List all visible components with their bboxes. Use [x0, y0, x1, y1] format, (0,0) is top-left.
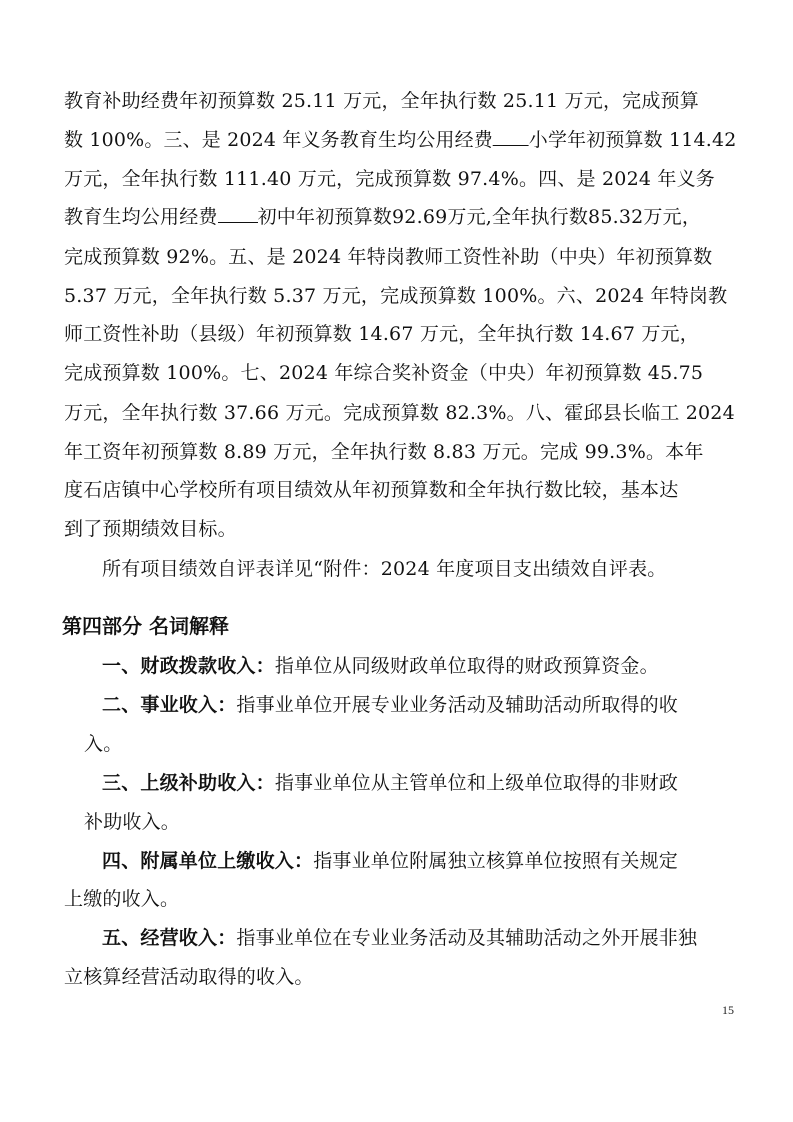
term-5-label: 五、经营收入： [102, 927, 237, 950]
body-line-7 [64, 321, 736, 347]
term-2-definition: 指事业单位开展专业业务活动及辅助活动所取得的收 [236, 693, 679, 716]
body-line-8 [64, 360, 736, 386]
appendix-note [102, 556, 736, 582]
body-line-11-text: 度石店镇中心学校所有项目绩效从年初预算数和全年执行数比较，基本达 [64, 479, 679, 502]
body-line-3-text: 万元，全年执行数 111.40 万元，完成预算数 97.4%。四、是 2024 年义务 [64, 167, 715, 190]
body-line-8-text: 完成预算数 100%。七、2024 年综合奖补资金（中央）年初预算数 45.75 [64, 362, 704, 385]
term-5-continuation-text: 立核算经营活动取得的收入。 [64, 966, 314, 988]
term-2-label: 二、事业收入： [102, 693, 237, 716]
page-number: 15 [722, 1003, 734, 1017]
term-3-label: 三、上级补助收入： [102, 772, 275, 795]
body-line-10-text: 年工资年初预算数 8.89 万元，全年执行数 8.83 万元。完成 99.3%。本年 [64, 440, 704, 463]
term-4 [102, 848, 736, 874]
term-1-definition: 指单位从同级财政单位取得的财政预算资金。 [274, 655, 659, 677]
term-4-label: 四、附属单位上缴收入： [102, 849, 314, 872]
term-4-continuation-text: 上缴的收入。 [64, 888, 180, 911]
body-line-4 [64, 204, 736, 230]
term-3-continuation [84, 809, 736, 835]
body-line-9 [64, 400, 736, 426]
body-line-2 [64, 127, 737, 153]
body-line-9-text: 万元，全年执行数 37.66 万元。完成预算数 82.3%。八、霍邱县长临工 2024 [64, 401, 735, 424]
term-3-continuation-text: 补助收入。 [84, 810, 181, 833]
body-line-1 [64, 88, 736, 114]
body-line-7-text: 师工资性补助（县级）年初预算数 14.67 万元，全年执行数 14.67 万元， [64, 323, 699, 346]
appendix-note-text: 所有项目绩效自评表详见“附件：2024 年度项目支出绩效自评表。 [102, 557, 667, 580]
term-1 [102, 653, 736, 679]
body-line-1-text: 教育补助经费年初预算数 25.11 万元，全年执行数 25.11 万元，完成预算 [64, 90, 699, 112]
term-5-definition: 指事业单位在专业业务活动及其辅助活动之外开展非独 [236, 927, 698, 950]
term-3-definition: 指事业单位从主管单位和上级单位取得的非财政 [274, 772, 679, 795]
term-4-continuation [64, 886, 736, 912]
term-4-definition: 指事业单位附属独立核算单位按照有关规定 [313, 849, 679, 872]
body-line-5 [64, 244, 736, 270]
body-line-12 [64, 516, 736, 542]
term-5 [102, 925, 736, 951]
body-line-2-text-a: 数 100%。三、是 2024 年义务教育生均公用经费 [64, 128, 493, 151]
body-line-2-text-b: 小学年初预算数 114.42 [528, 128, 737, 151]
body-line-5-text: 完成预算数 92%。五、是 2024 年特岗教师工资性补助（中央）年初预算数 [64, 245, 713, 268]
body-line-3 [64, 166, 736, 192]
body-line-4-text-b: 初中年初预算数92.69万元,全年执行数85.32万元， [257, 206, 702, 229]
body-line-11 [64, 477, 736, 503]
body-line-6 [64, 283, 736, 309]
body-line-10 [64, 439, 736, 465]
body-line-12-text: 到了预期绩效目标。 [64, 518, 237, 541]
term-2-continuation [84, 731, 736, 757]
term-1-label: 一、财政拨款收入： [102, 655, 275, 677]
term-2-continuation-text: 入。 [84, 732, 123, 755]
term-2 [102, 692, 736, 718]
section-heading: 第四部分 名词解释 [62, 614, 229, 639]
body-line-4-text-a: 教育生均公用经费 [64, 206, 218, 229]
fill-blank [493, 127, 529, 146]
body-line-6-text: 5.37 万元，全年执行数 5.37 万元，完成预算数 100%。六、2024 年特岗教 [64, 284, 728, 307]
fill-blank [218, 204, 258, 223]
term-5-continuation [64, 964, 736, 990]
term-3 [102, 770, 736, 796]
